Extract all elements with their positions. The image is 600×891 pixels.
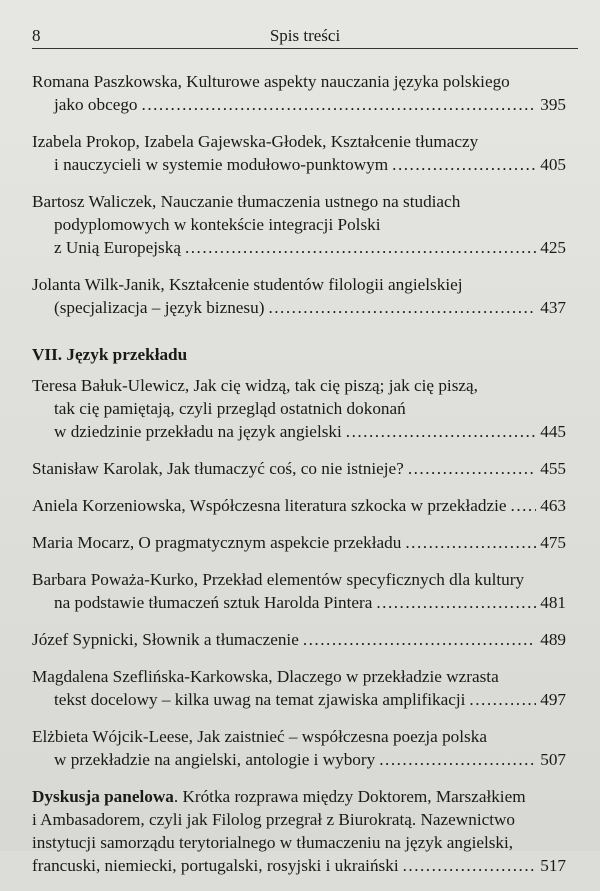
entry-last-line — [32, 457, 566, 480]
entry-line-text: tekst docelowy – kilka uwag na temat zjawiska amplifikacji — [54, 690, 466, 709]
toc-entry — [32, 628, 566, 651]
dot-leader — [346, 420, 536, 443]
entry-last-line — [32, 494, 566, 517]
entry-page-number: 497 — [540, 690, 566, 709]
dot-leader — [408, 457, 536, 480]
entry-line: Magdalena Szeflińska-Karkowska, Dlaczego w przekładzie wzrasta — [32, 667, 499, 686]
toc-entry — [32, 130, 566, 176]
entry-page-number: 489 — [540, 630, 566, 649]
toc-entry — [32, 665, 566, 711]
entry-last-line — [32, 854, 566, 877]
entry-line-text: w dziedzinie przekładu na język angielski — [54, 422, 342, 441]
entry-line-text: . Krótka rozprawa między Doktorem, Marszałkiem — [173, 787, 526, 806]
toc-entry-panel — [32, 785, 566, 877]
toc-entries-group — [32, 374, 566, 771]
entry-page-number: 425 — [540, 238, 566, 257]
entry-page-number: 475 — [540, 533, 566, 552]
dot-leader — [469, 688, 536, 711]
entry-last-line — [32, 688, 566, 711]
section-heading: VII. Język przekładu — [32, 345, 188, 364]
toc-entry — [32, 494, 566, 517]
dot-leader — [403, 854, 537, 877]
entry-line-text: Józef Sypnicki, Słownik a tłumaczenie — [32, 630, 299, 649]
entry-page-number: 455 — [540, 459, 566, 478]
page-header — [32, 22, 578, 49]
entry-last-line — [32, 296, 566, 319]
dot-leader — [379, 748, 536, 771]
toc-entry — [32, 568, 566, 614]
entry-line: Elżbieta Wójcik-Leese, Jak zaistnieć – współczesna poezja polska — [32, 727, 487, 746]
entry-line: Teresa Bałuk-Ulewicz, Jak cię widzą, tak cię piszą; jak cię piszą, — [32, 376, 478, 395]
page-number: 8 — [32, 26, 41, 45]
entry-line: Bartosz Waliczek, Nauczanie tłumaczenia ustnego na studiach — [32, 192, 461, 211]
entry-line-text: i nauczycieli w systemie modułowo-punktowym — [54, 155, 389, 174]
entry-line-text: w przekładzie na angielski, antologie i wybory — [54, 750, 376, 769]
entry-line-text: Stanisław Karolak, Jak tłumaczyć coś, co nie istnieje? — [32, 459, 404, 478]
entry-line: Izabela Prokop, Izabela Gajewska-Głodek, Kształcenie tłumaczy — [32, 132, 479, 151]
dot-leader — [511, 494, 537, 517]
entry-last-line — [32, 93, 566, 116]
dot-leader — [268, 296, 536, 319]
toc-entry — [32, 70, 566, 116]
toc-entry — [32, 457, 566, 480]
toc-entry — [32, 374, 566, 443]
entry-line-text: Maria Mocarz, O pragmatycznym aspekcie przekładu — [32, 533, 402, 552]
dot-leader — [303, 628, 536, 651]
entry-line: podyplomowych w kontekście integracji Polski — [54, 215, 381, 234]
toc-entry — [32, 531, 566, 554]
entry-line: Jolanta Wilk-Janik, Kształcenie studentów filologii angielskiej — [32, 275, 463, 294]
entry-last-line — [32, 420, 566, 443]
entry-line — [32, 785, 566, 808]
entry-line-text: z Unią Europejską — [54, 238, 181, 257]
dot-leader — [376, 591, 536, 614]
entry-line: tak cię pamiętają, czyli przegląd ostatnich dokonań — [54, 399, 406, 418]
table-of-contents — [32, 70, 566, 891]
toc-entry — [32, 190, 566, 259]
entry-line: i Ambasadorem, czyli jak Filolog przegrał z Biurokratą. Nazewnictwo — [32, 810, 516, 829]
entry-line: Barbara Poważa-Kurko, Przekład elementów specyficznych dla kultury — [32, 570, 525, 589]
dot-leader — [405, 531, 536, 554]
dot-leader — [185, 236, 536, 259]
entry-line-text: francuski, niemiecki, portugalski, rosyjski i ukraiński — [32, 856, 399, 875]
entry-page-number: 437 — [540, 298, 566, 317]
dot-leader — [142, 93, 537, 116]
toc-entry — [32, 725, 566, 771]
entry-bold-lead: Dyskusja panelowa — [32, 787, 174, 806]
entry-line-text: Aniela Korzeniowska, Współczesna literatura szkocka w przekładzie — [32, 496, 507, 515]
entry-page-number: 395 — [540, 95, 566, 114]
entry-line-text: (specjalizacja – język biznesu) — [54, 298, 265, 317]
entry-line: instytucji samorządu terytorialnego w tłumaczeniu na język angielski, — [32, 833, 514, 852]
running-title: Spis treści — [269, 26, 341, 45]
entry-page-number: 507 — [540, 750, 566, 769]
toc-entry — [32, 273, 566, 319]
entry-page-number: 463 — [540, 496, 566, 515]
entry-page-number: 481 — [540, 593, 566, 612]
entry-page-number: 517 — [540, 856, 566, 875]
entry-line-text: jako obcego — [54, 95, 138, 114]
entry-page-number: 405 — [540, 155, 566, 174]
entry-last-line — [32, 748, 566, 771]
entry-last-line — [32, 236, 566, 259]
entry-last-line — [32, 628, 566, 651]
entry-last-line — [32, 153, 566, 176]
dot-leader — [392, 153, 536, 176]
entry-line-text: na podstawie tłumaczeń sztuk Harolda Pintera — [54, 593, 373, 612]
entry-last-line — [32, 591, 566, 614]
toc-entries-group — [32, 70, 566, 319]
entry-line: Romana Paszkowska, Kulturowe aspekty nauczania języka polskiego — [32, 72, 510, 91]
entry-last-line — [32, 531, 566, 554]
entry-page-number: 445 — [540, 422, 566, 441]
